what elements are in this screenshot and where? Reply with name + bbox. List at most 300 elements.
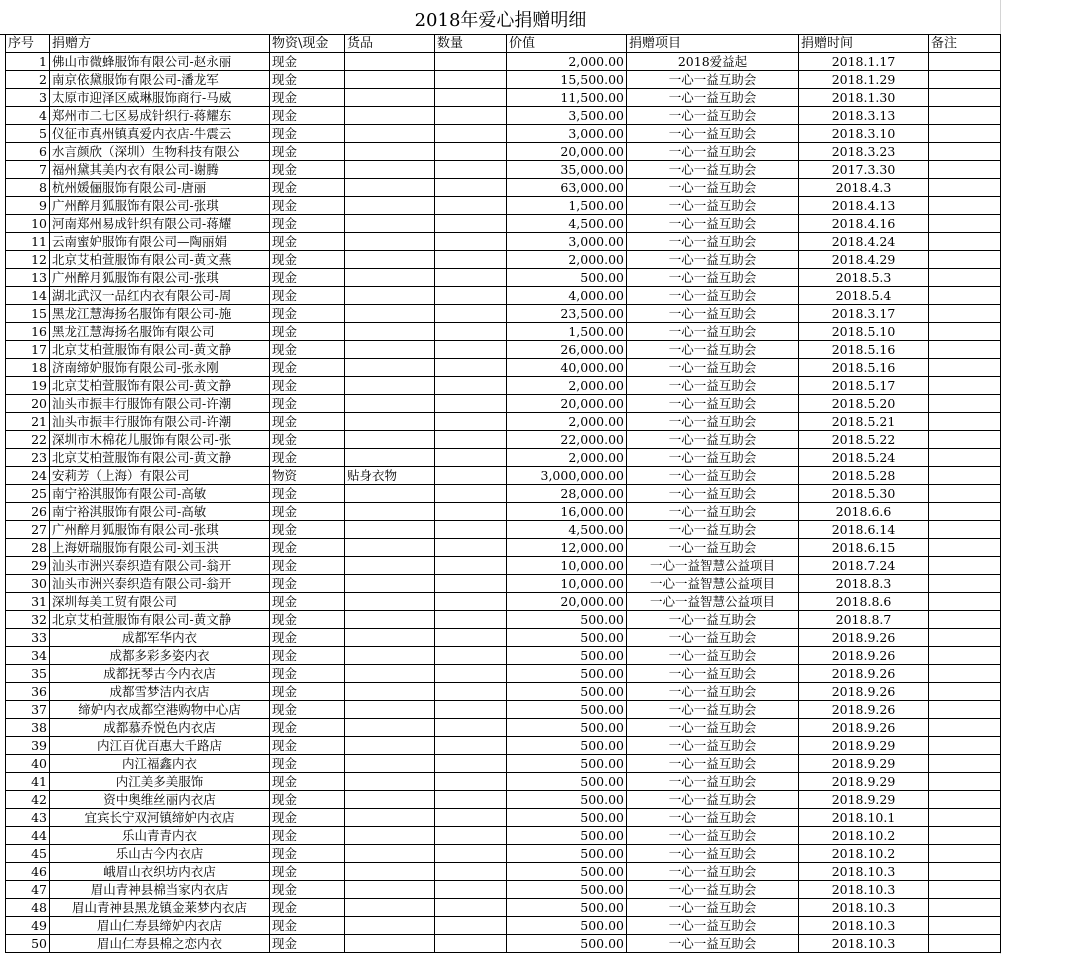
cell-quantity[interactable] <box>435 755 507 773</box>
cell-index[interactable]: 42 <box>6 791 50 809</box>
cell-value[interactable]: 20,000.00 <box>507 395 627 413</box>
header-donor[interactable]: 捐赠方 <box>50 35 270 53</box>
cell-donor[interactable]: 汕头市洲兴泰织造有限公司-翁开 <box>50 575 270 593</box>
cell-goods[interactable] <box>345 899 435 917</box>
cell-time[interactable]: 2018.9.29 <box>799 737 929 755</box>
cell-value[interactable]: 3,000,000.00 <box>507 467 627 485</box>
cell-value[interactable]: 500.00 <box>507 863 627 881</box>
cell-value[interactable]: 1,500.00 <box>507 323 627 341</box>
cell-donor[interactable]: 安莉芳（上海）有限公司 <box>50 467 270 485</box>
cell-time[interactable]: 2018.9.29 <box>799 755 929 773</box>
cell-index[interactable]: 25 <box>6 485 50 503</box>
cell-donor[interactable]: 济南缔妒服饰有限公司-张永刚 <box>50 359 270 377</box>
cell-time[interactable]: 2018.4.29 <box>799 251 929 269</box>
cell-goods[interactable] <box>345 431 435 449</box>
cell-quantity[interactable] <box>435 341 507 359</box>
cell-quantity[interactable] <box>435 575 507 593</box>
cell-value[interactable]: 500.00 <box>507 647 627 665</box>
cell-quantity[interactable] <box>435 467 507 485</box>
cell-project[interactable]: 一心一益互助会 <box>627 233 799 251</box>
cell-time[interactable]: 2018.5.21 <box>799 413 929 431</box>
cell-note[interactable] <box>929 611 1001 629</box>
cell-index[interactable]: 34 <box>6 647 50 665</box>
cell-time[interactable]: 2017.3.30 <box>799 161 929 179</box>
cell-goods[interactable] <box>345 341 435 359</box>
cell-project[interactable]: 一心一益互助会 <box>627 809 799 827</box>
cell-note[interactable] <box>929 557 1001 575</box>
cell-type[interactable]: 现金 <box>270 809 345 827</box>
cell-type[interactable]: 现金 <box>270 449 345 467</box>
cell-type[interactable]: 现金 <box>270 557 345 575</box>
cell-project[interactable]: 一心一益互助会 <box>627 773 799 791</box>
cell-donor[interactable]: 黑龙江慧海扬名服饰有限公司-施 <box>50 305 270 323</box>
cell-donor[interactable]: 宜宾长宁双河镇缔妒内衣店 <box>50 809 270 827</box>
cell-note[interactable] <box>929 197 1001 215</box>
cell-time[interactable]: 2018.9.29 <box>799 791 929 809</box>
cell-project[interactable]: 一心一益互助会 <box>627 251 799 269</box>
cell-donor[interactable]: 成都慕乔悦色内衣店 <box>50 719 270 737</box>
cell-note[interactable] <box>929 737 1001 755</box>
cell-type[interactable]: 现金 <box>270 161 345 179</box>
cell-value[interactable]: 15,500.00 <box>507 71 627 89</box>
cell-value[interactable]: 20,000.00 <box>507 143 627 161</box>
cell-project[interactable]: 一心一益互助会 <box>627 863 799 881</box>
cell-goods[interactable] <box>345 719 435 737</box>
cell-goods[interactable] <box>345 449 435 467</box>
cell-quantity[interactable] <box>435 557 507 575</box>
cell-note[interactable] <box>929 341 1001 359</box>
cell-index[interactable]: 12 <box>6 251 50 269</box>
cell-note[interactable] <box>929 935 1001 953</box>
cell-index[interactable]: 50 <box>6 935 50 953</box>
cell-donor[interactable]: 内江美多美服饰 <box>50 773 270 791</box>
cell-quantity[interactable] <box>435 305 507 323</box>
cell-goods[interactable] <box>345 269 435 287</box>
cell-donor[interactable]: 北京艾柏萱服饰有限公司-黄文静 <box>50 449 270 467</box>
cell-value[interactable]: 500.00 <box>507 935 627 953</box>
cell-donor[interactable]: 南宁裕淇服饰有限公司-高敏 <box>50 503 270 521</box>
cell-project[interactable]: 一心一益互助会 <box>627 881 799 899</box>
cell-quantity[interactable] <box>435 773 507 791</box>
cell-quantity[interactable] <box>435 143 507 161</box>
cell-time[interactable]: 2018.5.20 <box>799 395 929 413</box>
cell-quantity[interactable] <box>435 413 507 431</box>
cell-type[interactable]: 现金 <box>270 737 345 755</box>
cell-type[interactable]: 现金 <box>270 665 345 683</box>
cell-value[interactable]: 3,000.00 <box>507 125 627 143</box>
cell-type[interactable]: 现金 <box>270 629 345 647</box>
cell-value[interactable]: 2,000.00 <box>507 413 627 431</box>
cell-time[interactable]: 2018.6.6 <box>799 503 929 521</box>
cell-type[interactable]: 现金 <box>270 251 345 269</box>
cell-value[interactable]: 10,000.00 <box>507 557 627 575</box>
cell-goods[interactable] <box>345 305 435 323</box>
cell-time[interactable]: 2018.3.23 <box>799 143 929 161</box>
cell-type[interactable]: 现金 <box>270 53 345 71</box>
cell-value[interactable]: 11,500.00 <box>507 89 627 107</box>
cell-project[interactable]: 一心一益互助会 <box>627 737 799 755</box>
cell-project[interactable]: 一心一益互助会 <box>627 125 799 143</box>
cell-quantity[interactable] <box>435 629 507 647</box>
cell-donor[interactable]: 成都雪梦洁内衣店 <box>50 683 270 701</box>
cell-time[interactable]: 2018.9.26 <box>799 719 929 737</box>
cell-index[interactable]: 43 <box>6 809 50 827</box>
cell-donor[interactable]: 成都军华内衣 <box>50 629 270 647</box>
cell-time[interactable]: 2018.10.3 <box>799 881 929 899</box>
cell-type[interactable]: 现金 <box>270 899 345 917</box>
cell-value[interactable]: 500.00 <box>507 629 627 647</box>
cell-quantity[interactable] <box>435 89 507 107</box>
cell-index[interactable]: 31 <box>6 593 50 611</box>
cell-goods[interactable] <box>345 233 435 251</box>
cell-note[interactable] <box>929 899 1001 917</box>
cell-goods[interactable] <box>345 539 435 557</box>
cell-index[interactable]: 24 <box>6 467 50 485</box>
cell-project[interactable]: 一心一益互助会 <box>627 305 799 323</box>
cell-time[interactable]: 2018.4.16 <box>799 215 929 233</box>
cell-note[interactable] <box>929 431 1001 449</box>
cell-goods[interactable] <box>345 575 435 593</box>
cell-project[interactable]: 一心一益互助会 <box>627 143 799 161</box>
cell-project[interactable]: 一心一益互助会 <box>627 269 799 287</box>
cell-note[interactable] <box>929 647 1001 665</box>
cell-time[interactable]: 2018.10.3 <box>799 917 929 935</box>
cell-value[interactable]: 63,000.00 <box>507 179 627 197</box>
cell-index[interactable]: 40 <box>6 755 50 773</box>
cell-goods[interactable] <box>345 593 435 611</box>
cell-time[interactable]: 2018.3.17 <box>799 305 929 323</box>
cell-goods[interactable] <box>345 827 435 845</box>
cell-index[interactable]: 23 <box>6 449 50 467</box>
cell-goods[interactable] <box>345 773 435 791</box>
cell-quantity[interactable] <box>435 845 507 863</box>
cell-index[interactable]: 20 <box>6 395 50 413</box>
cell-quantity[interactable] <box>435 377 507 395</box>
cell-time[interactable]: 2018.10.3 <box>799 899 929 917</box>
cell-goods[interactable] <box>345 629 435 647</box>
cell-donor[interactable]: 河南郑州易成针织有限公司-蒋耀 <box>50 215 270 233</box>
cell-project[interactable]: 一心一益互助会 <box>627 89 799 107</box>
cell-goods[interactable] <box>345 791 435 809</box>
cell-donor[interactable]: 资中奥维丝丽内衣店 <box>50 791 270 809</box>
cell-index[interactable]: 8 <box>6 179 50 197</box>
cell-project[interactable]: 一心一益互助会 <box>627 485 799 503</box>
cell-value[interactable]: 500.00 <box>507 701 627 719</box>
cell-donor[interactable]: 成都抚琴古今内衣店 <box>50 665 270 683</box>
cell-time[interactable]: 2018.3.13 <box>799 107 929 125</box>
header-time[interactable]: 捐赠时间 <box>799 35 929 53</box>
cell-type[interactable]: 现金 <box>270 341 345 359</box>
cell-value[interactable]: 2,000.00 <box>507 449 627 467</box>
cell-quantity[interactable] <box>435 107 507 125</box>
cell-project[interactable]: 一心一益智慧公益项目 <box>627 575 799 593</box>
cell-project[interactable]: 一心一益互助会 <box>627 431 799 449</box>
cell-type[interactable]: 现金 <box>270 71 345 89</box>
cell-goods[interactable] <box>345 845 435 863</box>
cell-index[interactable]: 44 <box>6 827 50 845</box>
cell-donor[interactable]: 汕头市振丰行服饰有限公司-许潮 <box>50 395 270 413</box>
header-type[interactable]: 物资\现金 <box>270 35 345 53</box>
cell-project[interactable]: 一心一益互助会 <box>627 449 799 467</box>
cell-value[interactable]: 500.00 <box>507 809 627 827</box>
cell-project[interactable]: 一心一益互助会 <box>627 917 799 935</box>
cell-type[interactable]: 现金 <box>270 323 345 341</box>
cell-index[interactable]: 41 <box>6 773 50 791</box>
cell-index[interactable]: 33 <box>6 629 50 647</box>
cell-time[interactable]: 2018.1.30 <box>799 89 929 107</box>
cell-note[interactable] <box>929 287 1001 305</box>
cell-goods[interactable] <box>345 647 435 665</box>
cell-goods[interactable] <box>345 359 435 377</box>
cell-value[interactable]: 500.00 <box>507 791 627 809</box>
cell-time[interactable]: 2018.8.3 <box>799 575 929 593</box>
cell-note[interactable] <box>929 107 1001 125</box>
cell-quantity[interactable] <box>435 197 507 215</box>
cell-note[interactable] <box>929 683 1001 701</box>
cell-project[interactable]: 一心一益互助会 <box>627 827 799 845</box>
cell-type[interactable]: 现金 <box>270 197 345 215</box>
cell-goods[interactable] <box>345 215 435 233</box>
cell-type[interactable]: 现金 <box>270 377 345 395</box>
cell-time[interactable]: 2018.1.17 <box>799 53 929 71</box>
cell-time[interactable]: 2018.5.28 <box>799 467 929 485</box>
cell-type[interactable]: 现金 <box>270 827 345 845</box>
cell-value[interactable]: 500.00 <box>507 719 627 737</box>
cell-quantity[interactable] <box>435 125 507 143</box>
cell-donor[interactable]: 成都多彩多姿内衣 <box>50 647 270 665</box>
cell-project[interactable]: 一心一益互助会 <box>627 467 799 485</box>
cell-goods[interactable] <box>345 863 435 881</box>
cell-note[interactable] <box>929 323 1001 341</box>
cell-note[interactable] <box>929 809 1001 827</box>
cell-goods[interactable] <box>345 89 435 107</box>
cell-index[interactable]: 30 <box>6 575 50 593</box>
cell-donor[interactable]: 湖北武汉一品红内衣有限公司-周 <box>50 287 270 305</box>
cell-type[interactable]: 现金 <box>270 935 345 953</box>
cell-project[interactable]: 一心一益互助会 <box>627 665 799 683</box>
cell-value[interactable]: 500.00 <box>507 899 627 917</box>
cell-value[interactable]: 20,000.00 <box>507 593 627 611</box>
cell-quantity[interactable] <box>435 899 507 917</box>
cell-quantity[interactable] <box>435 701 507 719</box>
cell-value[interactable]: 500.00 <box>507 683 627 701</box>
cell-type[interactable]: 现金 <box>270 143 345 161</box>
cell-time[interactable]: 2018.5.16 <box>799 341 929 359</box>
cell-donor[interactable]: 上海妍瑞服饰有限公司-刘玉洪 <box>50 539 270 557</box>
cell-goods[interactable] <box>345 107 435 125</box>
cell-type[interactable]: 物资 <box>270 467 345 485</box>
cell-value[interactable]: 4,000.00 <box>507 287 627 305</box>
cell-donor[interactable]: 福州黛其美内衣有限公司-谢腾 <box>50 161 270 179</box>
cell-time[interactable]: 2018.3.10 <box>799 125 929 143</box>
cell-goods[interactable] <box>345 665 435 683</box>
cell-value[interactable]: 16,000.00 <box>507 503 627 521</box>
cell-type[interactable]: 现金 <box>270 719 345 737</box>
cell-time[interactable]: 2018.10.3 <box>799 935 929 953</box>
cell-quantity[interactable] <box>435 503 507 521</box>
cell-index[interactable]: 48 <box>6 899 50 917</box>
cell-type[interactable]: 现金 <box>270 773 345 791</box>
cell-project[interactable]: 一心一益互助会 <box>627 341 799 359</box>
cell-index[interactable]: 39 <box>6 737 50 755</box>
cell-goods[interactable] <box>345 917 435 935</box>
cell-type[interactable]: 现金 <box>270 89 345 107</box>
cell-type[interactable]: 现金 <box>270 791 345 809</box>
cell-project[interactable]: 一心一益互助会 <box>627 791 799 809</box>
cell-time[interactable]: 2018.9.26 <box>799 647 929 665</box>
cell-type[interactable]: 现金 <box>270 845 345 863</box>
cell-type[interactable]: 现金 <box>270 539 345 557</box>
cell-index[interactable]: 22 <box>6 431 50 449</box>
cell-index[interactable]: 1 <box>6 53 50 71</box>
cell-time[interactable]: 2018.5.10 <box>799 323 929 341</box>
cell-quantity[interactable] <box>435 593 507 611</box>
cell-project[interactable]: 一心一益互助会 <box>627 629 799 647</box>
cell-note[interactable] <box>929 467 1001 485</box>
cell-donor[interactable]: 乐山古今内衣店 <box>50 845 270 863</box>
cell-project[interactable]: 一心一益互助会 <box>627 197 799 215</box>
cell-time[interactable]: 2018.10.3 <box>799 863 929 881</box>
cell-value[interactable]: 3,000.00 <box>507 233 627 251</box>
cell-project[interactable]: 一心一益互助会 <box>627 179 799 197</box>
cell-value[interactable]: 500.00 <box>507 755 627 773</box>
cell-note[interactable] <box>929 629 1001 647</box>
cell-value[interactable]: 500.00 <box>507 773 627 791</box>
cell-time[interactable]: 2018.5.16 <box>799 359 929 377</box>
cell-index[interactable]: 3 <box>6 89 50 107</box>
cell-index[interactable]: 37 <box>6 701 50 719</box>
cell-quantity[interactable] <box>435 809 507 827</box>
cell-quantity[interactable] <box>435 485 507 503</box>
cell-donor[interactable]: 水言颜欣（深圳）生物科技有限公 <box>50 143 270 161</box>
cell-donor[interactable]: 郑州市二七区易成针织行-蒋耀东 <box>50 107 270 125</box>
cell-type[interactable]: 现金 <box>270 395 345 413</box>
cell-index[interactable]: 32 <box>6 611 50 629</box>
cell-value[interactable]: 500.00 <box>507 269 627 287</box>
cell-note[interactable] <box>929 269 1001 287</box>
cell-value[interactable]: 2,000.00 <box>507 377 627 395</box>
cell-goods[interactable] <box>345 935 435 953</box>
cell-time[interactable]: 2018.4.3 <box>799 179 929 197</box>
cell-note[interactable] <box>929 359 1001 377</box>
cell-time[interactable]: 2018.5.4 <box>799 287 929 305</box>
cell-value[interactable]: 40,000.00 <box>507 359 627 377</box>
cell-index[interactable]: 6 <box>6 143 50 161</box>
cell-value[interactable]: 500.00 <box>507 827 627 845</box>
cell-note[interactable] <box>929 575 1001 593</box>
cell-note[interactable] <box>929 719 1001 737</box>
cell-type[interactable]: 现金 <box>270 107 345 125</box>
cell-type[interactable]: 现金 <box>270 611 345 629</box>
cell-type[interactable]: 现金 <box>270 683 345 701</box>
cell-value[interactable]: 500.00 <box>507 737 627 755</box>
cell-value[interactable]: 26,000.00 <box>507 341 627 359</box>
cell-project[interactable]: 一心一益互助会 <box>627 647 799 665</box>
cell-quantity[interactable] <box>435 395 507 413</box>
cell-quantity[interactable] <box>435 647 507 665</box>
cell-goods[interactable]: 贴身衣物 <box>345 467 435 485</box>
cell-index[interactable]: 38 <box>6 719 50 737</box>
cell-project[interactable]: 2018爱益起 <box>627 53 799 71</box>
cell-project[interactable]: 一心一益互助会 <box>627 323 799 341</box>
cell-goods[interactable] <box>345 323 435 341</box>
cell-index[interactable]: 9 <box>6 197 50 215</box>
cell-value[interactable]: 500.00 <box>507 665 627 683</box>
cell-goods[interactable] <box>345 737 435 755</box>
cell-project[interactable]: 一心一益互助会 <box>627 359 799 377</box>
cell-index[interactable]: 15 <box>6 305 50 323</box>
cell-quantity[interactable] <box>435 935 507 953</box>
cell-project[interactable]: 一心一益互助会 <box>627 503 799 521</box>
cell-project[interactable]: 一心一益互助会 <box>627 395 799 413</box>
cell-time[interactable]: 2018.5.22 <box>799 431 929 449</box>
cell-project[interactable]: 一心一益互助会 <box>627 413 799 431</box>
cell-donor[interactable]: 缔妒内衣成都空港购物中心店 <box>50 701 270 719</box>
cell-goods[interactable] <box>345 53 435 71</box>
cell-note[interactable] <box>929 179 1001 197</box>
cell-note[interactable] <box>929 305 1001 323</box>
cell-index[interactable]: 35 <box>6 665 50 683</box>
cell-time[interactable]: 2018.10.2 <box>799 827 929 845</box>
cell-type[interactable]: 现金 <box>270 701 345 719</box>
cell-goods[interactable] <box>345 503 435 521</box>
header-goods[interactable]: 货品 <box>345 35 435 53</box>
cell-goods[interactable] <box>345 611 435 629</box>
cell-goods[interactable] <box>345 701 435 719</box>
cell-goods[interactable] <box>345 71 435 89</box>
cell-goods[interactable] <box>345 881 435 899</box>
cell-note[interactable] <box>929 917 1001 935</box>
cell-type[interactable]: 现金 <box>270 269 345 287</box>
cell-type[interactable]: 现金 <box>270 647 345 665</box>
cell-quantity[interactable] <box>435 449 507 467</box>
cell-index[interactable]: 46 <box>6 863 50 881</box>
cell-type[interactable]: 现金 <box>270 755 345 773</box>
cell-donor[interactable]: 广州醉月狐服饰有限公司-张琪 <box>50 521 270 539</box>
cell-time[interactable]: 2018.4.24 <box>799 233 929 251</box>
cell-note[interactable] <box>929 395 1001 413</box>
cell-type[interactable]: 现金 <box>270 125 345 143</box>
cell-index[interactable]: 27 <box>6 521 50 539</box>
cell-project[interactable]: 一心一益互助会 <box>627 521 799 539</box>
cell-goods[interactable] <box>345 395 435 413</box>
cell-time[interactable]: 2018.9.29 <box>799 773 929 791</box>
cell-type[interactable]: 现金 <box>270 503 345 521</box>
cell-goods[interactable] <box>345 179 435 197</box>
cell-note[interactable] <box>929 845 1001 863</box>
cell-note[interactable] <box>929 503 1001 521</box>
cell-value[interactable]: 12,000.00 <box>507 539 627 557</box>
cell-value[interactable]: 500.00 <box>507 917 627 935</box>
cell-donor[interactable]: 内江百优百惠大千路店 <box>50 737 270 755</box>
cell-donor[interactable]: 广州醉月狐服饰有限公司-张琪 <box>50 269 270 287</box>
cell-index[interactable]: 5 <box>6 125 50 143</box>
cell-index[interactable]: 21 <box>6 413 50 431</box>
cell-project[interactable]: 一心一益互助会 <box>627 935 799 953</box>
cell-time[interactable]: 2018.8.7 <box>799 611 929 629</box>
cell-quantity[interactable] <box>435 611 507 629</box>
cell-project[interactable]: 一心一益互助会 <box>627 539 799 557</box>
cell-time[interactable]: 2018.9.26 <box>799 665 929 683</box>
cell-index[interactable]: 18 <box>6 359 50 377</box>
cell-goods[interactable] <box>345 143 435 161</box>
cell-index[interactable]: 11 <box>6 233 50 251</box>
cell-donor[interactable]: 云南蜜妒服饰有限公司—陶丽娟 <box>50 233 270 251</box>
cell-goods[interactable] <box>345 755 435 773</box>
cell-donor[interactable]: 内江福鑫内衣 <box>50 755 270 773</box>
cell-note[interactable] <box>929 233 1001 251</box>
cell-value[interactable]: 1,500.00 <box>507 197 627 215</box>
